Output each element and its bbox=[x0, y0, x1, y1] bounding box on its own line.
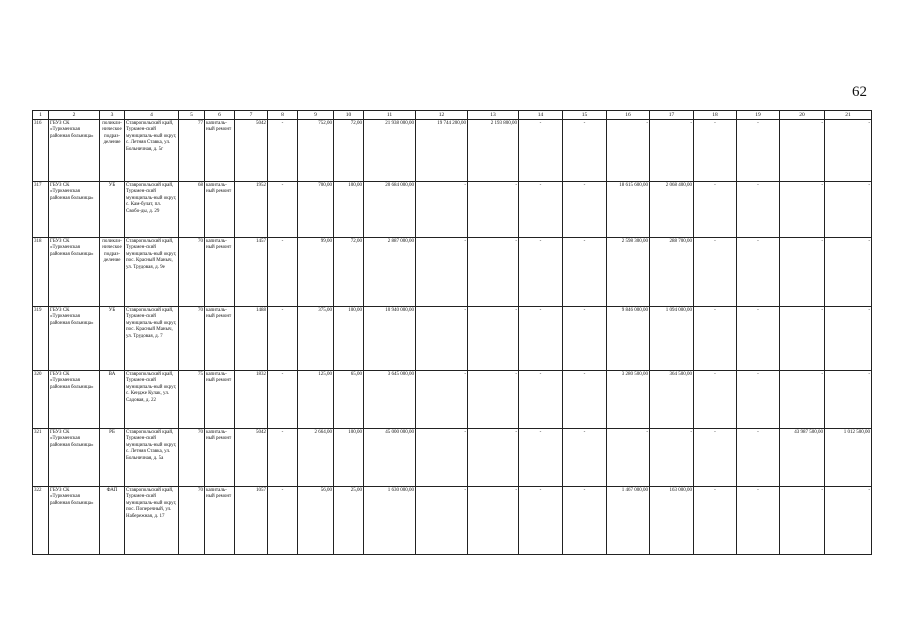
header-cell-9: 9 bbox=[298, 111, 334, 120]
table-cell-col-19: - bbox=[737, 429, 780, 487]
table-cell-col-14: - bbox=[519, 120, 563, 182]
table-cell-col-2: ГБУЗ СК «Туркменская районная больница» bbox=[49, 371, 100, 429]
table-cell-col-17: 163 000,00 bbox=[650, 487, 694, 555]
table-cell-col-7: 1488 bbox=[235, 307, 268, 371]
table-cell-col-1: 318 bbox=[33, 238, 49, 307]
table-cell-col-3: УБ bbox=[100, 182, 125, 238]
table-cell-col-20: - bbox=[780, 487, 825, 555]
table-cell-col-13: - bbox=[468, 238, 519, 307]
table-cell-col-1: 322 bbox=[33, 487, 49, 555]
table-cell-col-14: - bbox=[519, 307, 563, 371]
table-cell-col-8: - bbox=[268, 487, 298, 555]
table-cell-col-18: - bbox=[694, 238, 737, 307]
table-cell-col-15: - bbox=[563, 182, 607, 238]
table-cell-col-4: Ставропольский край, Туркмен-ский муниципаль-ный округ, с. Летняя Ставка, ул. Больничная, д. 5г bbox=[125, 120, 179, 182]
table-cell-col-2: ГБУЗ СК «Туркменская районная больница» bbox=[49, 120, 100, 182]
table-cell-col-13: - bbox=[468, 487, 519, 555]
table-cell-col-2: ГБУЗ СК «Туркменская районная больница» bbox=[49, 238, 100, 307]
table-cell-col-15: - bbox=[563, 120, 607, 182]
table-cell-col-11: 10 940 000,00 bbox=[364, 307, 416, 371]
header-cell-7: 7 bbox=[235, 111, 268, 120]
header-cell-14: 14 bbox=[519, 111, 563, 120]
table-cell-col-16: - bbox=[607, 120, 650, 182]
table-cell-col-5: 68 bbox=[179, 182, 205, 238]
table-cell-col-5: 70 bbox=[179, 429, 205, 487]
header-cell-20: 20 bbox=[780, 111, 825, 120]
table-cell-col-1: 317 bbox=[33, 182, 49, 238]
table-cell-col-19: - bbox=[737, 120, 780, 182]
table-cell-col-16: 18 615 600,00 bbox=[607, 182, 650, 238]
table-cell-col-4: Ставропольский край, Туркмен-ский муниципаль-ный округ, пос. Поперечный, ул. Набережная, д. 17 bbox=[125, 487, 179, 555]
table-cell-col-14: - bbox=[519, 487, 563, 555]
table-cell-col-8: - bbox=[268, 429, 298, 487]
table-cell-col-21: 1 012 500,00 bbox=[825, 429, 872, 487]
table-cell-col-10: 72,00 bbox=[334, 238, 364, 307]
table-cell-col-1: 321 bbox=[33, 429, 49, 487]
table-cell-col-4: Ставропольский край, Туркмен-ский муниципаль-ный округ, с. Летняя Ставка, ул. Больничная, д. 5а bbox=[125, 429, 179, 487]
table-cell-col-19: - bbox=[737, 182, 780, 238]
table-cell-col-17: - bbox=[650, 429, 694, 487]
header-cell-17: 17 bbox=[650, 111, 694, 120]
table-cell-col-12: 19 744 200,00 bbox=[416, 120, 468, 182]
table-cell-col-19: - bbox=[737, 371, 780, 429]
table-cell-col-7: 1057 bbox=[235, 487, 268, 555]
table-cell-col-11: 2 887 000,00 bbox=[364, 238, 416, 307]
table-row bbox=[33, 429, 872, 487]
table-cell-col-20: 43 987 500,00 bbox=[780, 429, 825, 487]
table-cell-col-9: 752,00 bbox=[298, 120, 334, 182]
header-row bbox=[33, 111, 872, 120]
table-cell-col-14: - bbox=[519, 182, 563, 238]
table-row bbox=[33, 487, 872, 555]
table-cell-col-5: 70 bbox=[179, 238, 205, 307]
table-cell-col-14: - bbox=[519, 371, 563, 429]
table-cell-col-16: - bbox=[607, 429, 650, 487]
table-cell-col-20: - bbox=[780, 120, 825, 182]
table-cell-col-18: - bbox=[694, 371, 737, 429]
table-cell-col-4: Ставропольский край, Туркмен-ский муниципаль-ный округ, с. Кендже Кулак, ул. Садовая, д. 22 bbox=[125, 371, 179, 429]
table-cell-col-11: 1 630 000,00 bbox=[364, 487, 416, 555]
header-cell-18: 18 bbox=[694, 111, 737, 120]
table-cell-col-11: 21 938 000,00 bbox=[364, 120, 416, 182]
table-cell-col-6: капиталь-ный ремонт bbox=[205, 120, 235, 182]
table-cell-col-10: 100,00 bbox=[334, 307, 364, 371]
table-cell-col-16: 1 467 000,00 bbox=[607, 487, 650, 555]
table-row bbox=[33, 120, 872, 182]
table-cell-col-10: 65,00 bbox=[334, 371, 364, 429]
table-cell-col-21: - bbox=[825, 182, 872, 238]
table-cell-col-13: - bbox=[468, 429, 519, 487]
table-cell-col-7: 1832 bbox=[235, 371, 268, 429]
table-row bbox=[33, 371, 872, 429]
table-cell-col-20: - bbox=[780, 182, 825, 238]
header-cell-3: 3 bbox=[100, 111, 125, 120]
table-cell-col-7: 1952 bbox=[235, 182, 268, 238]
header-cell-15: 15 bbox=[563, 111, 607, 120]
table-cell-col-3: ВА bbox=[100, 371, 125, 429]
table-cell-col-14: - bbox=[519, 238, 563, 307]
header-cell-16: 16 bbox=[607, 111, 650, 120]
header-cell-4: 4 bbox=[125, 111, 179, 120]
table-cell-col-6: капиталь-ный ремонт bbox=[205, 182, 235, 238]
table-cell-col-3: РБ bbox=[100, 429, 125, 487]
table-cell-col-18: - bbox=[694, 307, 737, 371]
table-cell-col-18: - bbox=[694, 182, 737, 238]
table-cell-col-19: - bbox=[737, 238, 780, 307]
table-cell-col-12: - bbox=[416, 429, 468, 487]
table-cell-col-12: - bbox=[416, 371, 468, 429]
table-cell-col-14: - bbox=[519, 429, 563, 487]
table-cell-col-6: капиталь-ный ремонт bbox=[205, 429, 235, 487]
table-cell-col-17: 364 500,00 bbox=[650, 371, 694, 429]
header-cell-11: 11 bbox=[364, 111, 416, 120]
table-cell-col-15: - bbox=[563, 429, 607, 487]
table-cell-col-13: - bbox=[468, 307, 519, 371]
table-cell-col-11: 45 000 000,00 bbox=[364, 429, 416, 487]
table-cell-col-7: 5042 bbox=[235, 120, 268, 182]
header-cell-8: 8 bbox=[268, 111, 298, 120]
table-cell-col-20: - bbox=[780, 307, 825, 371]
table-cell-col-17: 288 700,00 bbox=[650, 238, 694, 307]
table-cell-col-18: - bbox=[694, 120, 737, 182]
table-cell-col-13: 2 193 800,00 bbox=[468, 120, 519, 182]
table-cell-col-19: - bbox=[737, 487, 780, 555]
register-table bbox=[32, 110, 872, 555]
header-cell-2: 2 bbox=[49, 111, 100, 120]
header-cell-21: 21 bbox=[825, 111, 872, 120]
table-cell-col-6: капиталь-ный ремонт bbox=[205, 307, 235, 371]
table-cell-col-5: 70 bbox=[179, 307, 205, 371]
table-cell-col-21: - bbox=[825, 307, 872, 371]
table-cell-col-16: 9 846 000,00 bbox=[607, 307, 650, 371]
table-cell-col-8: - bbox=[268, 120, 298, 182]
table-cell-col-15: - bbox=[563, 238, 607, 307]
table-cell-col-5: 75 bbox=[179, 371, 205, 429]
table-cell-col-9: 700,00 bbox=[298, 182, 334, 238]
table-cell-col-1: 319 bbox=[33, 307, 49, 371]
table-cell-col-21: - bbox=[825, 371, 872, 429]
table-cell-col-21: - bbox=[825, 120, 872, 182]
header-cell-1: 1 bbox=[33, 111, 49, 120]
table-cell-col-17: 2 068 400,00 bbox=[650, 182, 694, 238]
page-number: 62 bbox=[852, 84, 867, 100]
table-row bbox=[33, 238, 872, 307]
table-cell-col-8: - bbox=[268, 307, 298, 371]
header-cell-13: 13 bbox=[468, 111, 519, 120]
table-cell-col-1: 316 bbox=[33, 120, 49, 182]
table-cell-col-1: 320 bbox=[33, 371, 49, 429]
table-cell-col-16: 2 598 300,00 bbox=[607, 238, 650, 307]
table-cell-col-18: - bbox=[694, 487, 737, 555]
table-cell-col-20: - bbox=[780, 238, 825, 307]
table-cell-col-10: 100,00 bbox=[334, 182, 364, 238]
table-cell-col-9: 56,00 bbox=[298, 487, 334, 555]
table-cell-col-15: - bbox=[563, 307, 607, 371]
table-cell-col-4: Ставропольский край, Туркмен-ский муниципаль-ный округ, пос. Красный Маныч, ул. Трудовая, д. 9е bbox=[125, 238, 179, 307]
table-cell-col-3: ФАП bbox=[100, 487, 125, 555]
header-cell-12: 12 bbox=[416, 111, 468, 120]
table-cell-col-2: ГБУЗ СК «Туркменская районная больница» bbox=[49, 487, 100, 555]
header-cell-10: 10 bbox=[334, 111, 364, 120]
table-cell-col-9: 99,00 bbox=[298, 238, 334, 307]
table-cell-col-18: - bbox=[694, 429, 737, 487]
table-cell-col-6: капиталь-ный ремонт bbox=[205, 371, 235, 429]
table-cell-col-5: 70 bbox=[179, 487, 205, 555]
table-row bbox=[33, 182, 872, 238]
table-row bbox=[33, 307, 872, 371]
header-cell-5: 5 bbox=[179, 111, 205, 120]
table-cell-col-6: капиталь-ный ремонт bbox=[205, 238, 235, 307]
table-cell-col-21: - bbox=[825, 238, 872, 307]
table-cell-col-16: 3 280 500,00 bbox=[607, 371, 650, 429]
table-cell-col-10: 25,00 bbox=[334, 487, 364, 555]
table-cell-col-4: Ставропольский край, Туркмен-ский муниципаль-ный округ, с. Кам-булат, пл. Свобо-ды, д. 29 bbox=[125, 182, 179, 238]
table-cell-col-17: 1 094 000,00 bbox=[650, 307, 694, 371]
table-cell-col-4: Ставропольский край, Туркмен-ский муниципаль-ный округ, пос. Красный Маныч, ул. Трудовая, д. 7 bbox=[125, 307, 179, 371]
table-cell-col-3: поликли-ническое подраз-деление bbox=[100, 120, 125, 182]
table-cell-col-8: - bbox=[268, 371, 298, 429]
table-cell-col-12: - bbox=[416, 487, 468, 555]
header-cell-6: 6 bbox=[205, 111, 235, 120]
table-cell-col-3: поликли-ническое подраз-деление bbox=[100, 238, 125, 307]
table-cell-col-3: УБ bbox=[100, 307, 125, 371]
table-cell-col-9: 375,00 bbox=[298, 307, 334, 371]
table-cell-col-21: - bbox=[825, 487, 872, 555]
table-cell-col-2: ГБУЗ СК «Туркменская районная больница» bbox=[49, 429, 100, 487]
header-cell-19: 19 bbox=[737, 111, 780, 120]
table-cell-col-6: капиталь-ный ремонт bbox=[205, 487, 235, 555]
table-cell-col-13: - bbox=[468, 371, 519, 429]
table-cell-col-12: - bbox=[416, 307, 468, 371]
table-cell-col-10: 72,00 bbox=[334, 120, 364, 182]
table-cell-col-9: 2 664,00 bbox=[298, 429, 334, 487]
table-cell-col-11: 3 645 000,00 bbox=[364, 371, 416, 429]
table-cell-col-8: - bbox=[268, 182, 298, 238]
table-cell-col-19: - bbox=[737, 307, 780, 371]
table-cell-col-2: ГБУЗ СК «Туркменская районная больница» bbox=[49, 307, 100, 371]
table-cell-col-7: 5042 bbox=[235, 429, 268, 487]
table-cell-col-20: - bbox=[780, 371, 825, 429]
table-cell-col-5: 77 bbox=[179, 120, 205, 182]
table-cell-col-15: - bbox=[563, 371, 607, 429]
table-cell-col-2: ГБУЗ СК «Туркменская районная больница» bbox=[49, 182, 100, 238]
table-cell-col-8: - bbox=[268, 238, 298, 307]
table-cell-col-9: 125,00 bbox=[298, 371, 334, 429]
table-cell-col-10: 100,00 bbox=[334, 429, 364, 487]
table-cell-col-17: - bbox=[650, 120, 694, 182]
table-cell-col-12: - bbox=[416, 182, 468, 238]
table-cell-col-15: - bbox=[563, 487, 607, 555]
table-cell-col-11: 20 684 000,00 bbox=[364, 182, 416, 238]
table-cell-col-7: 1457 bbox=[235, 238, 268, 307]
table-cell-col-13: - bbox=[468, 182, 519, 238]
table-cell-col-12: - bbox=[416, 238, 468, 307]
